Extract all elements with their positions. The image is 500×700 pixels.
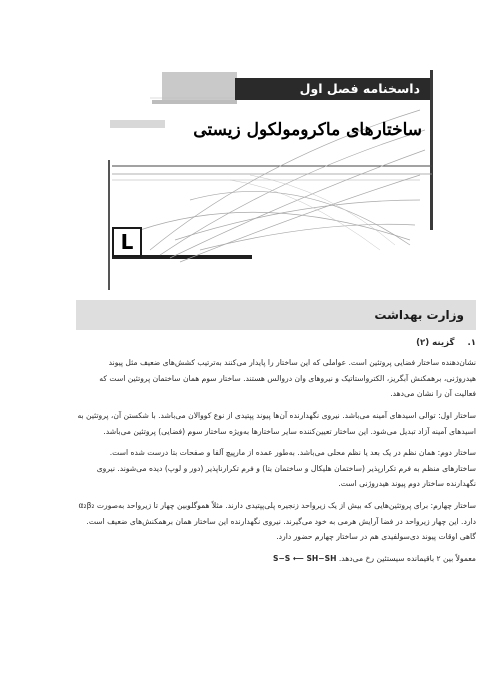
section-heading: وزارت بهداشت (76, 300, 476, 330)
disulfide-text: معمولاً بین ۲ باقیمانده سیستئین رخ می‌دهد. (338, 553, 476, 563)
paragraph-secondary-structure: ساختار دوم: همان نظم در یک بعد یا نظم محلی می‌باشد. به‌طور عمده از مارپیچ آلفا و صفحات بتا درست شده است. ساختارهای منظم به فرم تکرارپذیر (ساختمان هلیکال و ساختمان بتا) و فرم تکرارناپذیر (دور و لوپ) دیده می‌شوند. نیروی نگهدارنده ساختار دوم پیوند هیدروژنی است. (96, 448, 476, 489)
paragraph-primary-structure: ساختار اول: توالی اسیدهای آمینه می‌باشد. نیروی نگهدارنده آن‌ها پیوند پپتیدی از نوع کووالان می‌باشد. با شکستن آن، پروتئین به اسیدهای آمینه آزاد تبدیل می‌شود. این ساختار تعیین‌کننده سایر ساختارها به‌ویژه ساختار سوم (فضایی) پروتئین می‌باشد. (77, 411, 476, 436)
paragraph-tertiary-structure: نشان‌دهنده ساختار فضایی پروتئین است. عواملی که این ساختار را پایدار می‌کنند به‌ترتیب کشش‌های ضعیف مثل پیوند هیدروژنی، برهمکنش آبگریز، الکترواستاتیک و نیروهای وان دروالس هستند. ساختار سوم همان ساختمان پروتئین است که فعالیت آن را نشان می‌دهد. (99, 358, 476, 399)
answer-content (76, 336, 476, 573)
header-decoration (0, 0, 500, 300)
chapter-title: ساختارهای ماکرومولکول زیستی (193, 120, 422, 140)
paragraph-quaternary-structure: ساختار چهارم: برای پروتئین‌هایی که بیش از یک زیرواحد زنجیره پلی‌پپتیدی دارند. مثلاً هموگلوبین چهار تا زیرواحد به‌صورت α₂β₂ دارد. این چهار زیرواحد در فضا آرایش هرمی به خود می‌گیرند. نیروی نگهدارنده این ساختار همان برهمکنش‌های ضعیف است. گاهی اوقات پیوند دی‌سولفیدی هم در ساختار چهارم حضور دارد. (78, 501, 476, 541)
logo-letter: L (112, 227, 142, 257)
question-line (76, 336, 476, 351)
chapter-label: داسخنامه فصل اول (235, 78, 430, 100)
question-number: ۱. (467, 338, 476, 348)
paragraph-disulfide (76, 551, 476, 566)
disulfide-equation: S−S ⟵ SH−SH (272, 553, 337, 563)
answer-choice: گزینه (۲) (416, 338, 455, 348)
